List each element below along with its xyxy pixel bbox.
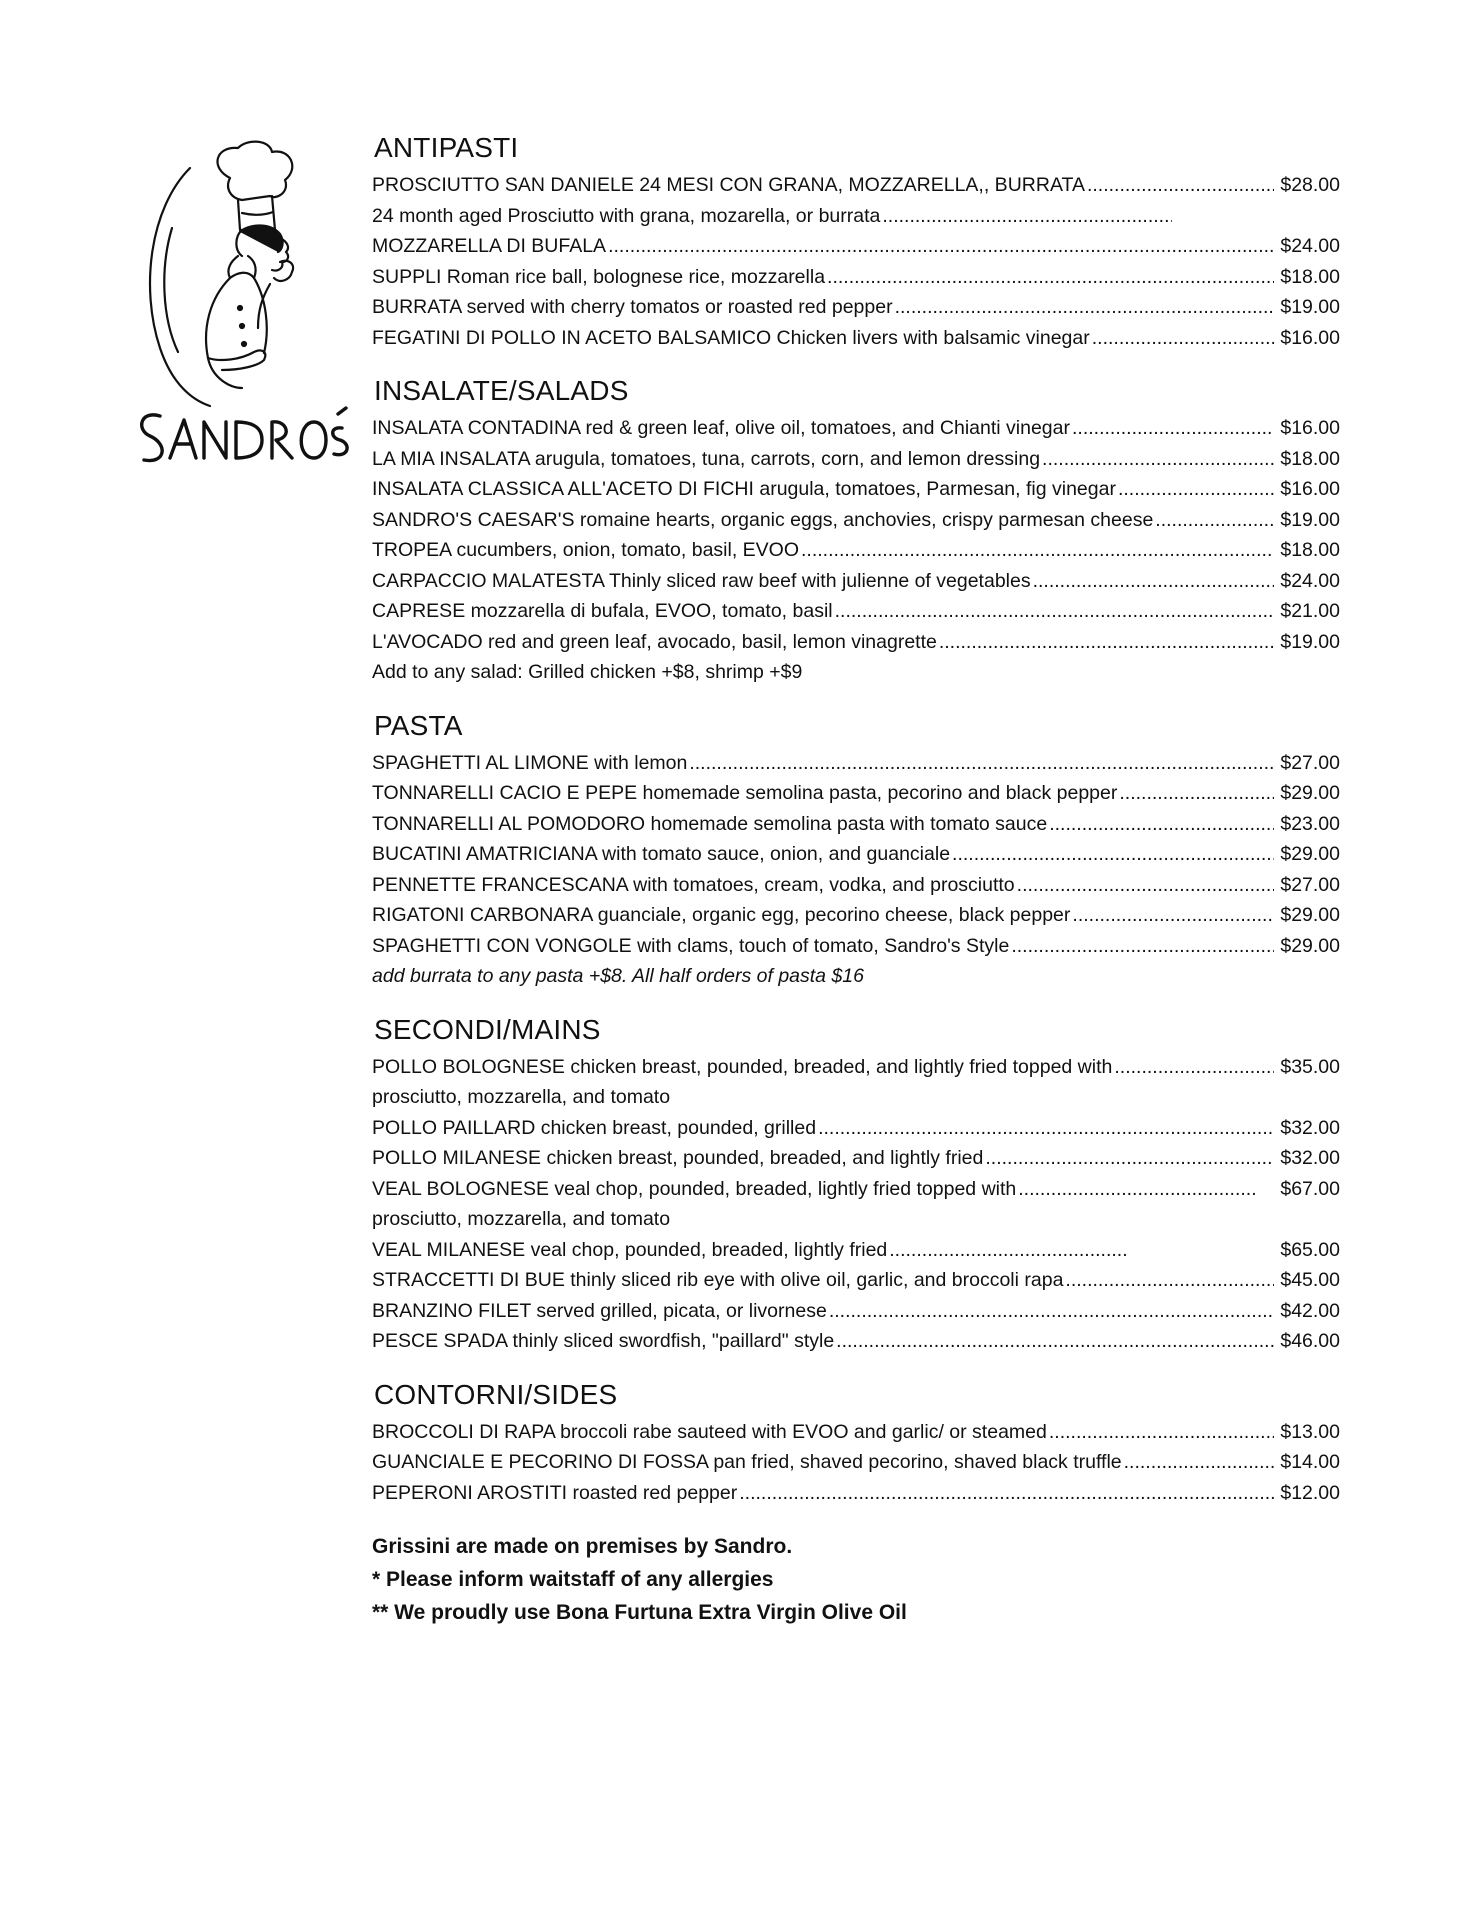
- item-description-continued: prosciutto, mozzarella, and tomato: [372, 1086, 671, 1108]
- menu-item: [372, 1265, 1340, 1296]
- menu-item: [372, 323, 1340, 354]
- item-price: $13.00: [1280, 1420, 1340, 1443]
- menu-item: [372, 1417, 1340, 1448]
- item-name: LA MIA INSALATA arugula, tomatoes, tuna, carrots, corn, and lemon dressing: [372, 447, 1041, 470]
- item-price: $16.00: [1280, 326, 1340, 349]
- item-name: VEAL BOLOGNESE veal chop, pounded, breaded, lightly fried topped with: [372, 1177, 1017, 1200]
- item-price: $45.00: [1280, 1269, 1340, 1291]
- item-name: SPAGHETTI AL LIMONE with lemon: [372, 751, 688, 774]
- menu-item: [372, 566, 1340, 597]
- menu-item: [372, 1447, 1340, 1478]
- section-title: SECONDI/MAINS: [374, 1013, 601, 1045]
- item-price: $27.00: [1280, 751, 1340, 774]
- section-pasta: [372, 710, 1340, 992]
- menu: [372, 132, 1340, 1629]
- menu-item: [372, 413, 1340, 444]
- section-salads: [372, 375, 1340, 688]
- menu-item: [372, 201, 1340, 232]
- item-price: $14.00: [1280, 1451, 1340, 1473]
- item-price: $19.00: [1280, 296, 1340, 318]
- item-price: $24.00: [1280, 235, 1340, 257]
- item-name: 24 month aged Prosciutto with grana, mozarella, or burrata: [372, 204, 881, 227]
- item-price: $29.00: [1280, 934, 1340, 957]
- item-name: POLLO PAILLARD chicken breast, pounded, grilled: [372, 1116, 817, 1139]
- item-price: $18.00: [1280, 447, 1340, 470]
- item-price: $23.00: [1280, 812, 1340, 835]
- olive-oil-note: ** We proudly use Bona Furtuna Extra Virgin Olive Oil: [372, 1601, 907, 1624]
- item-name: PENNETTE FRANCESCANA with tomatoes, cream, vodka, and prosciutto: [372, 873, 1015, 896]
- item-name: SANDRO'S CAESAR'S romaine hearts, organic eggs, anchovies, crispy parmesan cheese: [372, 508, 1154, 531]
- menu-item: [372, 627, 1340, 658]
- menu-item: [372, 931, 1340, 962]
- item-name: TROPEA cucumbers, onion, tomato, basil, EVOO: [372, 539, 800, 561]
- item-price: $18.00: [1280, 265, 1340, 288]
- item-name: POLLO BOLOGNESE chicken breast, pounded, breaded, and lightly fried topped with: [372, 1055, 1113, 1078]
- item-name: INSALATA CLASSICA ALL'ACETO DI FICHI arugula, tomatoes, Parmesan, fig vinegar: [372, 478, 1116, 500]
- item-name: SUPPLI Roman rice ball, bolognese rice, mozzarella: [372, 265, 826, 288]
- menu-item: [372, 1113, 1340, 1144]
- item-price: $18.00: [1280, 539, 1340, 561]
- menu-item: [372, 1326, 1340, 1357]
- item-price: $29.00: [1280, 843, 1340, 865]
- section-title: PASTA: [374, 709, 463, 741]
- item-price: $29.00: [1280, 904, 1340, 926]
- menu-item: [372, 596, 1340, 627]
- menu-item: [372, 444, 1340, 475]
- item-name: BRANZINO FILET served grilled, picata, or livornese: [372, 1299, 827, 1322]
- item-price: $32.00: [1280, 1116, 1340, 1139]
- item-name: BROCCOLI DI RAPA broccoli rabe sauteed with EVOO and garlic/ or steamed: [372, 1420, 1047, 1443]
- item-name: BURRATA served with cherry tomatos or roasted red pepper: [372, 296, 893, 318]
- item-price: $35.00: [1280, 1055, 1340, 1078]
- item-name: GUANCIALE E PECORINO DI FOSSA pan fried, shaved pecorino, shaved black truffle: [372, 1451, 1122, 1473]
- section-title: INSALATE/SALADS: [374, 375, 629, 406]
- item-name: MOZZARELLA DI BUFALA: [372, 235, 607, 257]
- menu-item: [372, 505, 1340, 536]
- item-name: RIGATONI CARBONARA guanciale, organic egg, pecorino cheese, black pepper: [372, 904, 1071, 926]
- item-name: CARPACCIO MALATESTA Thinly sliced raw beef with julienne of vegetables: [372, 569, 1031, 592]
- item-price: $19.00: [1280, 630, 1340, 653]
- menu-item: [372, 231, 1340, 262]
- pasta-addon-note: add burrata to any pasta +$8. All half orders of pasta $16: [372, 965, 864, 987]
- menu-item: [372, 1296, 1340, 1327]
- item-price: $12.00: [1280, 1481, 1340, 1504]
- restaurant-logo: [130, 138, 355, 468]
- menu-item: [372, 778, 1340, 809]
- item-name: SPAGHETTI CON VONGOLE with clams, touch of tomato, Sandro's Style: [372, 934, 1010, 957]
- grissini-note: Grissini are made on premises by Sandro.: [372, 1535, 793, 1558]
- menu-item: [372, 474, 1340, 505]
- item-name: PESCE SPADA thinly sliced swordfish, "paillard" style: [372, 1330, 835, 1352]
- item-name: BUCATINI AMATRICIANA with tomato sauce, onion, and guanciale: [372, 843, 951, 865]
- menu-item: [372, 748, 1340, 779]
- item-price: $19.00: [1280, 508, 1340, 531]
- item-name: FEGATINI DI POLLO IN ACETO BALSAMICO Chicken livers with balsamic vinegar: [372, 326, 1090, 349]
- menu-item: [372, 170, 1340, 201]
- allergy-note: * Please inform waitstaff of any allergies: [372, 1568, 774, 1591]
- footer-notes: [372, 1530, 1340, 1629]
- item-name: TONNARELLI AL POMODORO homemade semolina pasta with tomato sauce: [372, 812, 1048, 835]
- menu-item: [372, 292, 1340, 323]
- item-price: $16.00: [1280, 417, 1340, 439]
- section-sides: [372, 1379, 1340, 1509]
- item-price: $67.00: [1280, 1177, 1340, 1200]
- item-price: $28.00: [1280, 174, 1340, 196]
- menu-item: [372, 1052, 1340, 1083]
- section-mains: [372, 1014, 1340, 1357]
- menu-item: [372, 809, 1340, 840]
- salad-addon-note: Add to any salad: Grilled chicken +$8, shrimp +$9: [372, 661, 803, 683]
- item-name: CAPRESE mozzarella di bufala, EVOO, tomato, basil: [372, 600, 833, 622]
- item-name: L'AVOCADO red and green leaf, avocado, basil, lemon vinagrette: [372, 630, 937, 653]
- item-name: PEPERONI AROSTITI roasted red pepper: [372, 1481, 738, 1504]
- section-title: CONTORNI/SIDES: [374, 1378, 618, 1410]
- item-description-continued: prosciutto, mozzarella, and tomato: [372, 1208, 671, 1230]
- section-antipasti: [372, 132, 1340, 353]
- item-name: STRACCETTI DI BUE thinly sliced rib eye with olive oil, garlic, and broccoli rapa: [372, 1269, 1064, 1291]
- item-name: VEAL MILANESE veal chop, pounded, breaded, lightly fried: [372, 1238, 888, 1261]
- item-price: $21.00: [1280, 600, 1340, 622]
- item-price: $46.00: [1280, 1330, 1340, 1352]
- menu-item: [372, 535, 1340, 566]
- item-price: $16.00: [1280, 478, 1340, 500]
- item-price: $42.00: [1280, 1299, 1340, 1322]
- menu-item: [372, 262, 1340, 293]
- menu-item: [372, 839, 1340, 870]
- item-price: $32.00: [1280, 1147, 1340, 1169]
- item-name: TONNARELLI CACIO E PEPE homemade semolina pasta, pecorino and black pepper: [372, 782, 1118, 804]
- item-price: $24.00: [1280, 569, 1340, 592]
- item-name: PROSCIUTTO SAN DANIELE 24 MESI CON GRANA, MOZZARELLA,, BURRATA: [372, 174, 1085, 196]
- item-price: $65.00: [1280, 1238, 1340, 1261]
- chef-illustration: [130, 138, 355, 468]
- menu-item: [372, 1235, 1340, 1266]
- menu-item: [372, 900, 1340, 931]
- item-price: $29.00: [1280, 782, 1340, 804]
- menu-item: [372, 870, 1340, 901]
- menu-item: [372, 1143, 1340, 1174]
- item-name: POLLO MILANESE chicken breast, pounded, breaded, and lightly fried: [372, 1147, 984, 1169]
- menu-item: [372, 1174, 1340, 1205]
- item-price: $27.00: [1280, 873, 1340, 896]
- menu-item: [372, 1478, 1340, 1509]
- item-name: INSALATA CONTADINA red & green leaf, olive oil, tomatoes, and Chianti vinegar: [372, 417, 1070, 439]
- section-title: ANTIPASTI: [374, 132, 519, 163]
